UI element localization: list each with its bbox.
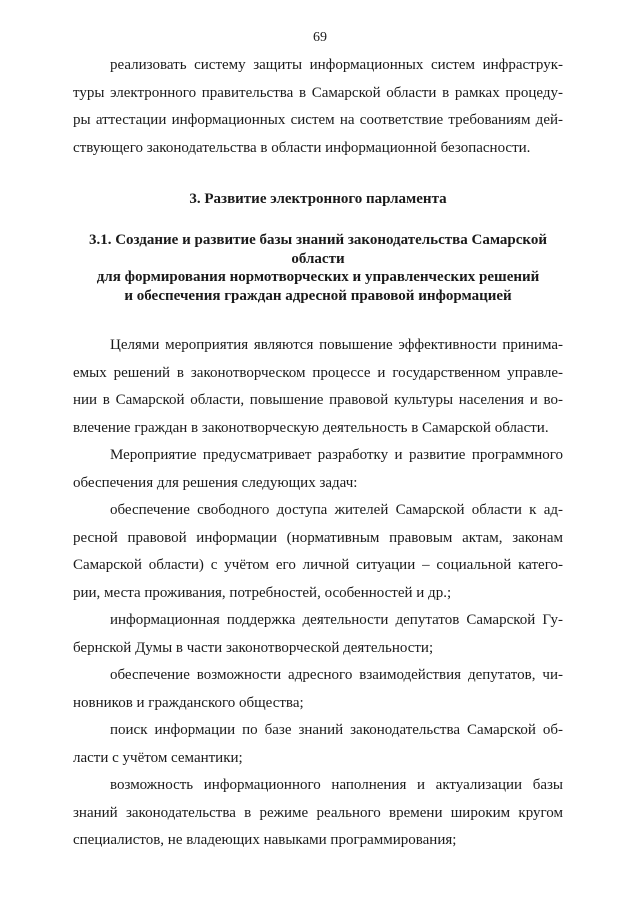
paragraph (73, 332, 563, 442)
paragraph-line: Самарской области) с учётом его личной ситуации – социальной катего- (73, 557, 563, 573)
list-item (73, 717, 563, 772)
paragraph-line: емых решений в законотворческом процессе и государственном управле- (73, 364, 563, 381)
paragraph-line: ры аттестации информационных систем на соответствие требованиям дей- (73, 112, 563, 128)
paragraph-line: информационная поддержка деятельности депутатов Самарской Гу- (110, 612, 563, 628)
paragraph-line: специалистов, не владеющих навыками программирования; (73, 832, 457, 848)
paragraph-line: рии, места проживания, потребностей, особенностей и др.; (73, 584, 452, 601)
paragraph-line: возможность информационного наполнения и актуализации базы (110, 777, 563, 793)
paragraph-line: обеспечения для решения следующих задач: (73, 474, 358, 491)
paragraph-line: Мероприятие предусматривает разработку и развитие программного (110, 447, 563, 463)
list-item (73, 497, 563, 607)
paragraph-line: поиск информации по базе знаний законодательства Самарской об- (110, 722, 563, 738)
paragraph-line: обеспечение свободного доступа жителей Самарской области к ад- (110, 502, 563, 518)
paragraph-line: Целями мероприятия являются повышение эффективности принима- (110, 337, 563, 353)
list-item (73, 662, 563, 717)
intro-paragraph (73, 52, 563, 162)
paragraph-line: реализовать систему защиты информационных систем инфраструк- (110, 57, 563, 73)
paragraph-line: знаний законодательства в режиме реального времени широким кругом (73, 804, 563, 821)
page-body (73, 52, 563, 855)
subsection-heading-line: и обеспечения граждан адресной правовой информацией (124, 287, 512, 304)
paragraph-line: новников и гражданского общества; (73, 694, 304, 711)
subsection-heading-line: 3.1. Создание и развитие базы знаний законодательства Самарской области (88, 232, 548, 267)
paragraph-line: обеспечение возможности адресного взаимодействия депутатов, чи- (110, 667, 563, 683)
page-number: 69 (313, 30, 327, 45)
subsection-heading (73, 231, 563, 305)
list-item (73, 772, 563, 855)
section-heading: 3. Развитие электронного парламента (189, 191, 447, 207)
paragraph (73, 442, 563, 497)
subsection-heading-line: для формирования нормотворческих и управленческих решений (96, 269, 540, 285)
paragraph-line: ресной правовой информации (нормативным правовым актам, законам (73, 529, 563, 546)
paragraph-line: ласти с учётом семантики; (73, 749, 243, 766)
main-text (73, 332, 563, 855)
paragraph (73, 52, 563, 162)
paragraph-line: бернской Думы в части законотворческой деятельности; (73, 639, 434, 656)
list-item (73, 607, 563, 662)
paragraph-line: туры электронного правительства в Самарской области в рамках процеду- (73, 84, 563, 101)
paragraph-line: нии в Самарской области, повышение правовой культуры населения и во- (73, 392, 563, 408)
paragraph-line: влечение граждан в законотворческую деятельность в Самарской области. (73, 419, 549, 436)
paragraph-line: ствующего законодательства в области информационной безопасности. (73, 139, 531, 156)
